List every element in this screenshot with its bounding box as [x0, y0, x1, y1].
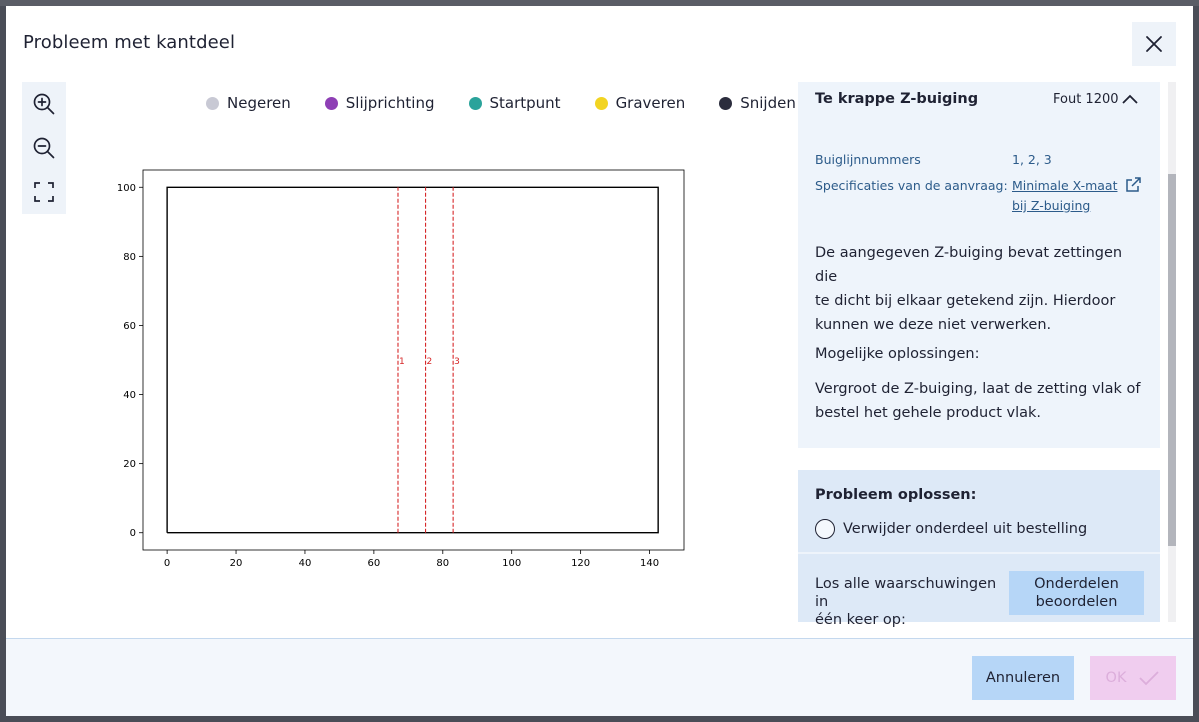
- legend-dot: [719, 97, 732, 110]
- close-icon: [1145, 35, 1163, 53]
- bulk-resolve-text: [815, 575, 1005, 629]
- external-link-icon[interactable]: [1124, 176, 1142, 194]
- x-tick-label: 100: [502, 558, 522, 569]
- fullscreen-icon: [33, 181, 55, 203]
- error-card: [798, 82, 1160, 448]
- x-tick-label: 40: [298, 558, 312, 569]
- error-description: [815, 241, 1145, 337]
- bend-numbers-label: Buiglijnnummers: [815, 152, 921, 167]
- zoom-in-button[interactable]: [22, 82, 66, 126]
- zoom-toolbar: [22, 82, 66, 214]
- x-tick-label: 60: [367, 558, 381, 569]
- checkmark-icon: [1138, 670, 1160, 686]
- review-parts-label[interactable]: beoordelen: [1035, 594, 1118, 610]
- zoom-out-icon: [32, 136, 56, 160]
- error-panel: [798, 82, 1160, 628]
- bulk-text-line: Los alle waarschuwingen in: [815, 576, 997, 610]
- zoom-out-button[interactable]: [22, 126, 66, 170]
- spec-link-line[interactable]: bij Z-buiging: [1012, 198, 1091, 213]
- error-code: Fout 1200: [1053, 92, 1119, 107]
- close-button[interactable]: [1132, 22, 1176, 66]
- remove-part-label[interactable]: Verwijder onderdeel uit bestelling: [843, 521, 1088, 537]
- legend-label: Graveren: [615, 94, 686, 112]
- legend-label: Snijden: [740, 94, 796, 112]
- legend-dot: [206, 97, 219, 110]
- y-tick-label: 0: [129, 528, 136, 540]
- legend-item-snijden: [719, 94, 796, 112]
- resolve-title: Probleem oplossen:: [815, 487, 977, 503]
- spec-link-line[interactable]: Minimale X-maat: [1012, 178, 1118, 193]
- fullscreen-button[interactable]: [22, 170, 66, 214]
- x-tick-label: 20: [229, 558, 243, 569]
- bend-line-label: 2: [426, 357, 433, 367]
- legend-item-slijprichting: [325, 94, 435, 112]
- part-outline: [167, 187, 658, 532]
- description-line: te dicht bij elkaar getekend zijn. Hierdoor: [815, 293, 1116, 309]
- plot-frame: [143, 170, 684, 550]
- dialog-title: Probleem met kantdeel: [23, 32, 236, 53]
- y-tick-label: 60: [123, 320, 136, 332]
- remove-part-option[interactable]: [815, 519, 1087, 539]
- legend-dot: [469, 97, 482, 110]
- panel-scrollbar[interactable]: [1168, 82, 1176, 622]
- bend-numbers-value: 1, 2, 3: [1012, 152, 1052, 167]
- zoom-in-icon: [32, 92, 56, 116]
- review-parts-label[interactable]: Onderdelen: [1034, 576, 1119, 592]
- legend-item-graveren: [595, 94, 686, 112]
- description-line: De aangegeven Z-buiging bevat zettingen die: [815, 245, 1123, 285]
- x-tick-label: 120: [571, 558, 591, 569]
- ok-button[interactable]: [1090, 656, 1176, 700]
- ok-label: OK: [1105, 670, 1127, 686]
- spec-label: Specificaties van de aanvraag:: [815, 178, 1008, 193]
- legend-dot: [595, 97, 608, 110]
- legend-item-negeren: [206, 94, 291, 112]
- bend-line-label: 1: [398, 357, 405, 367]
- legend-dot: [325, 97, 338, 110]
- resolve-card: [798, 470, 1160, 628]
- error-title: Te krappe Z-buiging: [815, 91, 979, 107]
- solutions-heading: Mogelijke oplossingen:: [815, 346, 980, 362]
- part-drawing-chart: [106, 156, 696, 569]
- description-line: kunnen we deze niet verwerken.: [815, 317, 1052, 333]
- y-tick-label: 100: [116, 182, 136, 194]
- review-parts-button[interactable]: [1009, 571, 1144, 615]
- legend-item-startpunt: [469, 94, 561, 112]
- x-tick-label: 140: [639, 558, 660, 569]
- divider: [798, 552, 1160, 554]
- x-tick-label: 0: [163, 558, 171, 569]
- problem-dialog: [6, 6, 1193, 716]
- solution-line: Vergroot de Z-buiging, laat de zetting vlak of: [815, 381, 1141, 397]
- x-tick-label: 80: [436, 558, 450, 569]
- legend-label: Startpunt: [489, 94, 561, 112]
- bulk-text-line: één keer op:: [815, 612, 906, 628]
- bend-line-label: 3: [454, 357, 460, 367]
- remove-part-radio[interactable]: [815, 519, 835, 539]
- legend-label: Slijprichting: [345, 94, 435, 112]
- scrollbar-thumb[interactable]: [1168, 174, 1176, 546]
- spec-link[interactable]: [1012, 176, 1122, 216]
- legend-label: Negeren: [227, 94, 291, 112]
- y-tick-label: 20: [123, 459, 136, 471]
- chevron-up-icon[interactable]: [1120, 90, 1140, 110]
- dialog-footer: [6, 638, 1193, 716]
- cancel-button[interactable]: Annuleren: [972, 656, 1074, 700]
- solutions-text: [815, 377, 1145, 425]
- chart-legend: [206, 94, 830, 112]
- y-tick-label: 80: [123, 251, 136, 263]
- solution-line: bestel het gehele product vlak.: [815, 405, 1042, 421]
- y-tick-label: 40: [123, 390, 136, 402]
